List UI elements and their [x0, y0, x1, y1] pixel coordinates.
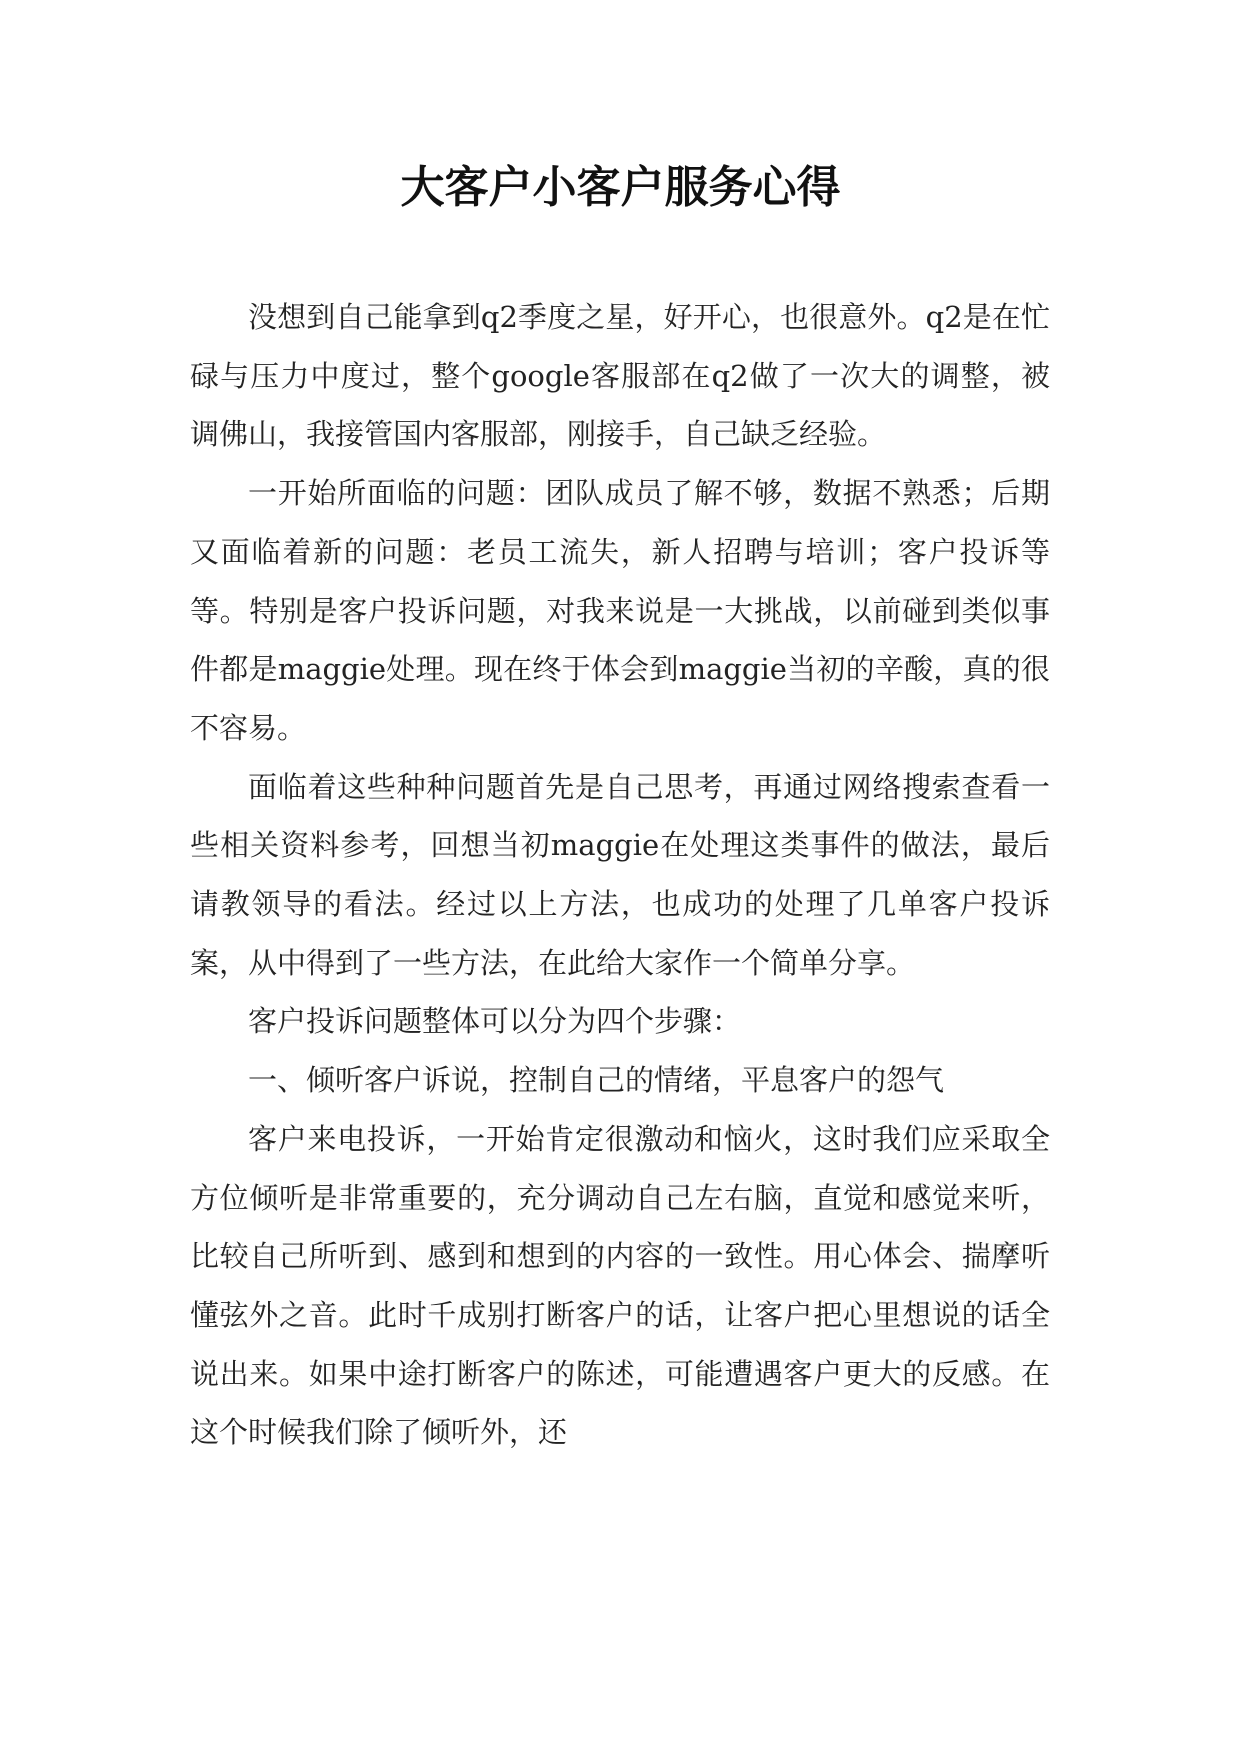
paragraph-3: 面临着这些种种问题首先是自己思考，再通过网络搜索查看一些相关资料参考，回想当初maggie在处理这类事件的做法，最后请教领导的看法。经过以上方法，也成功的处理了几单客户投诉案，从中得到了一些方法，在此给大家作一个简单分享。: [190, 769, 1050, 980]
paragraph-5: 客户来电投诉，一开始肯定很激动和恼火，这时我们应采取全方位倾听是非常重要的，充分调动自己左右脑，直觉和感觉来听，比较自己所听到、感到和想到的内容的一致性。用心体会、揣摩听懂弦外之音。此时千成别打断客户的话，让客户把心里想说的话全说出来。如果中途打断客户的陈述，可能遭遇客户更大的反感。在这个时候我们除了倾听外，还: [190, 1121, 1050, 1450]
document-title: 大客户小客户服务心得: [400, 162, 841, 213]
paragraph-2: 一开始所面临的问题：团队成员了解不够，数据不熟悉；后期又面临着新的问题：老员工流失，新人招聘与培训；客户投诉等等。特别是客户投诉问题，对我来说是一大挑战，以前碰到类似事件都是maggie处理。现在终于体会到maggie当初的辛酸，真的很不容易。: [190, 476, 1050, 745]
paragraph-1: 没想到自己能拿到q2季度之星，好开心，也很意外。q2是在忙碌与压力中度过，整个google客服部在q2做了一次大的调整，被调佛山，我接管国内客服部，刚接手，自己缺乏经验。: [190, 300, 1050, 452]
paragraph-4: 客户投诉问题整体可以分为四个步骤：: [248, 1004, 742, 1039]
section-heading-1: 一、倾听客户诉说，控制自己的情绪，平息客户的怨气: [248, 1063, 945, 1098]
document-body: [190, 288, 1050, 1462]
